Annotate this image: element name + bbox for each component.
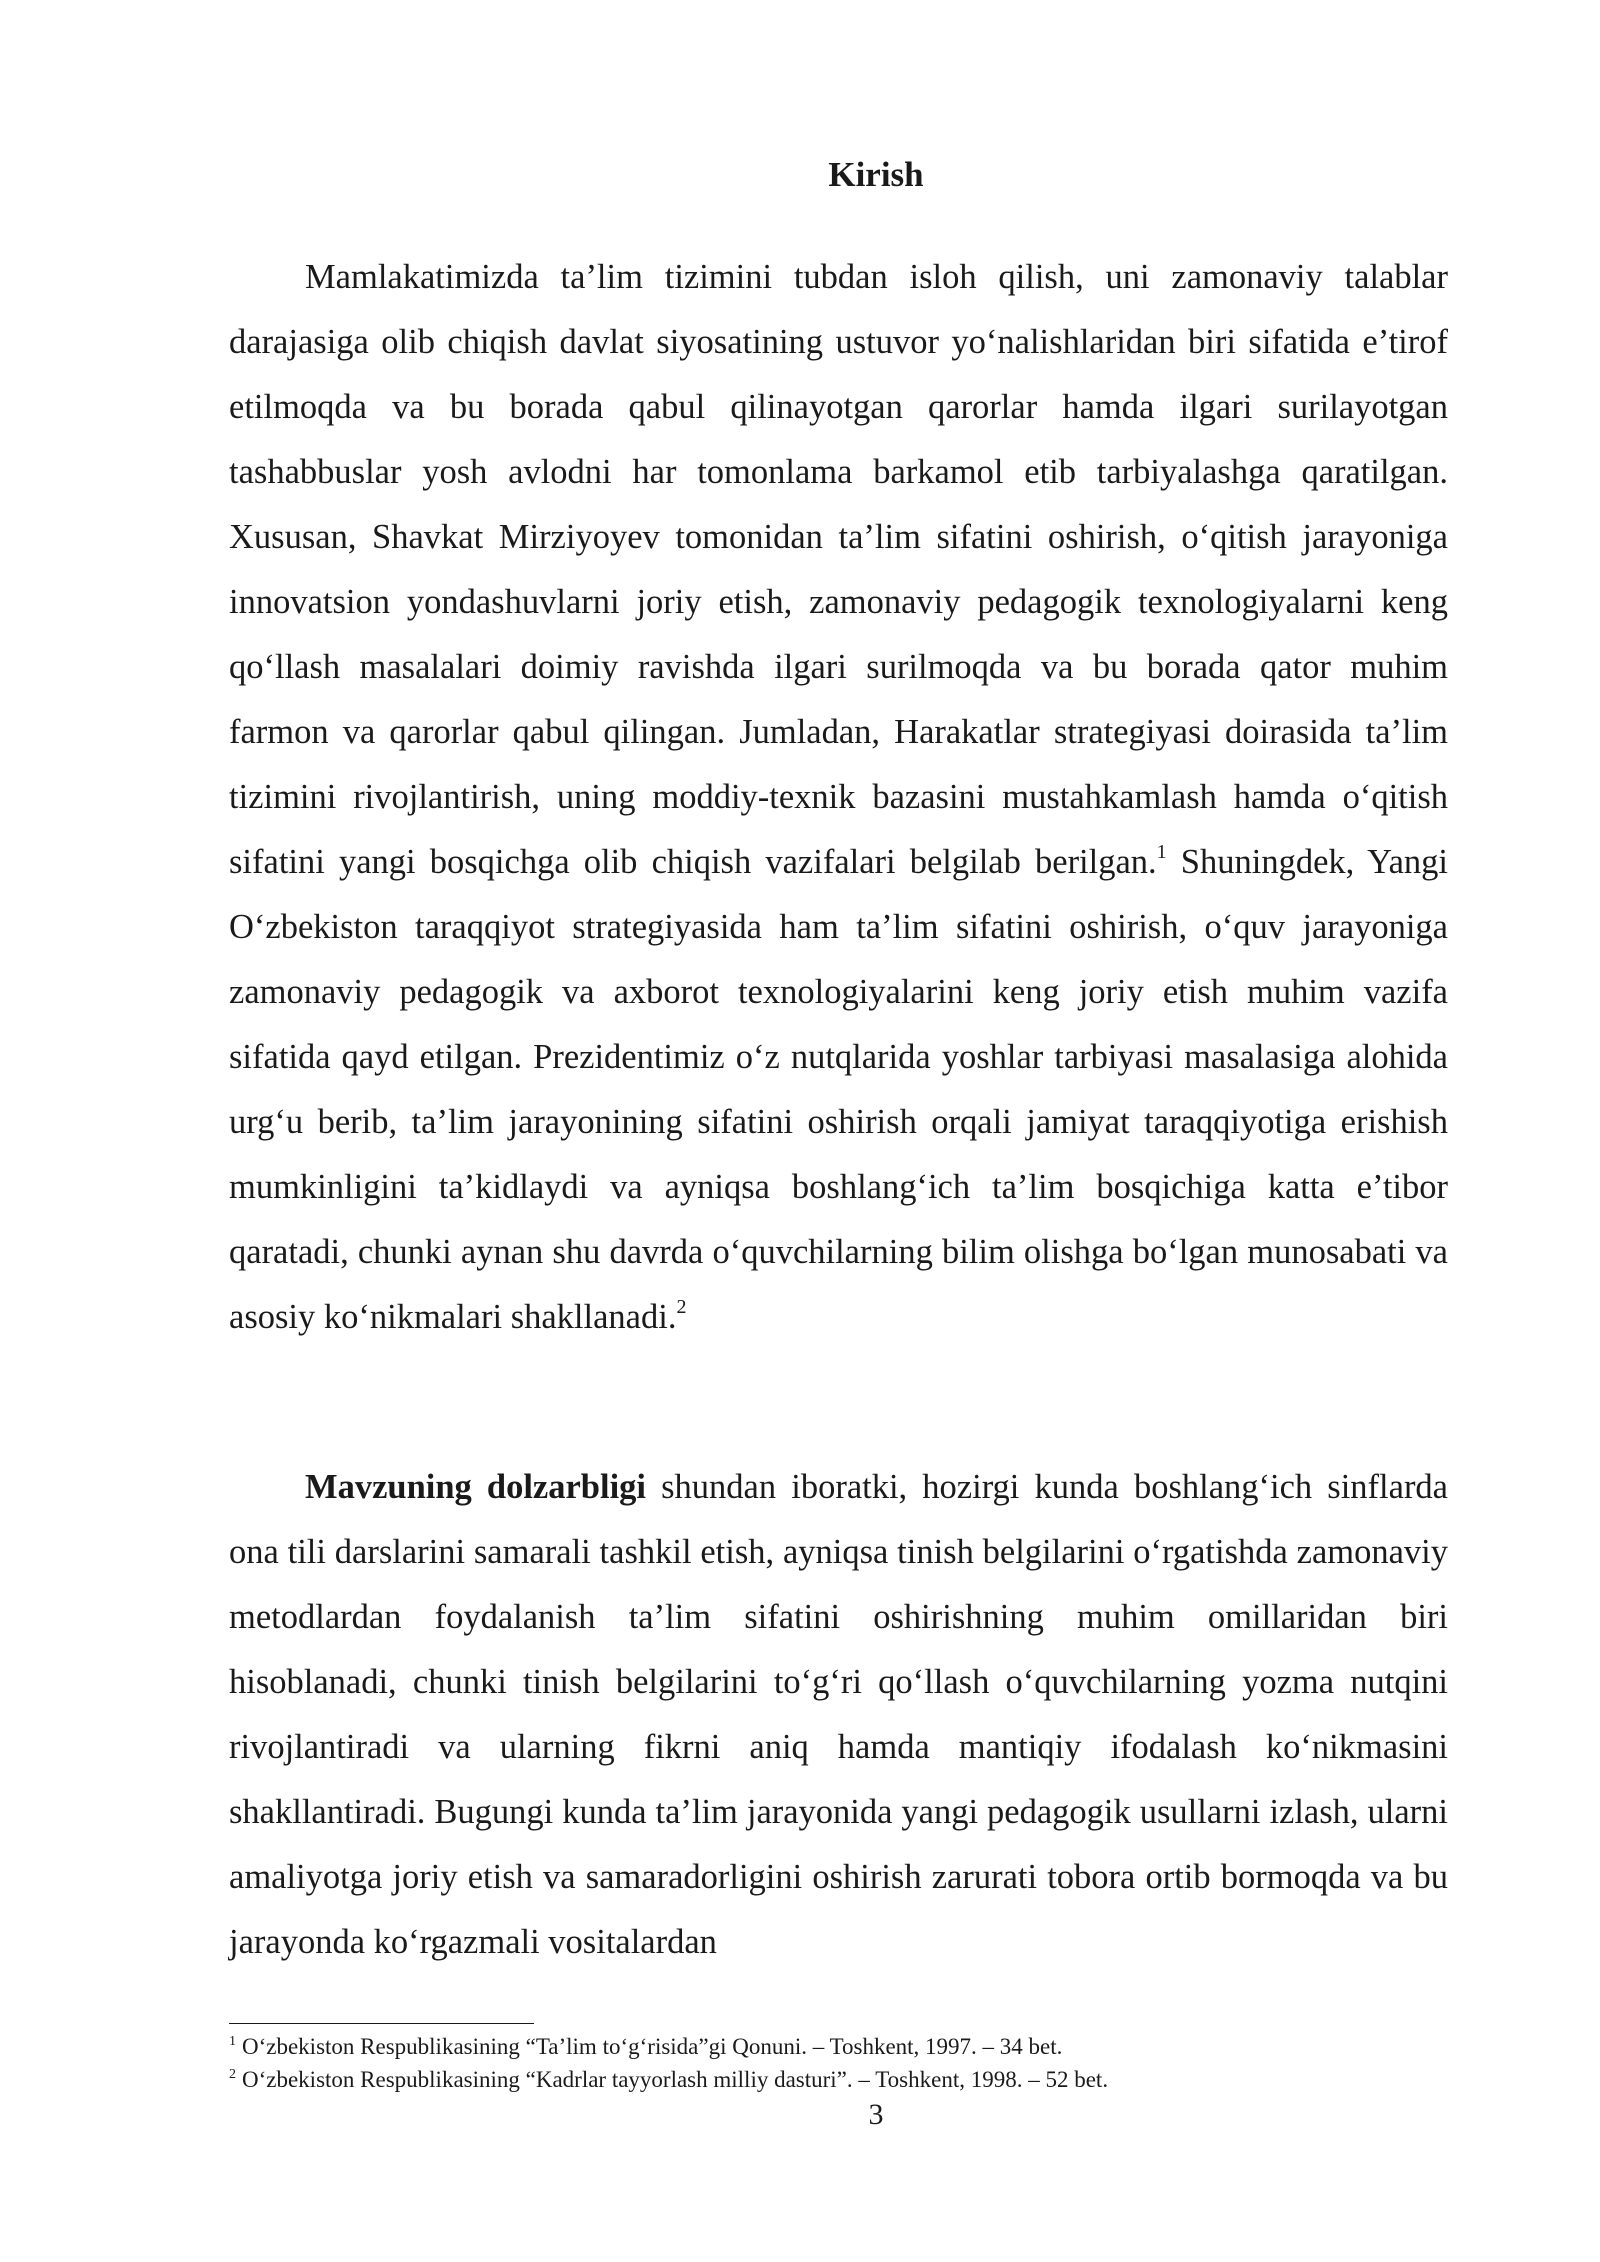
relevance-paragraph <box>229 1455 1448 1975</box>
paragraph-text: shundan iboratki, hozirgi kunda boshlang‘ich sinflarda ona tili darslarini samarali tashkil etish, ayniqsa tinish belgilarini o‘rgatishda zamonaviy metodlardan foydalanish ta’lim sifatini oshirishning muhim omillaridan biri hisoblanadi, chunki tinish belgilarini to‘g‘ri qo‘llash o‘quvchilarning yozma nutqini rivojlantiradi va ularning fikrni aniq hamda mantiqiy ifodalash ko‘nikmasini shakllantiradi. Bugungi kunda ta’lim jarayonida yangi pedagogik usullarni izlash, ularni amaliyotga joriy etish va samaradorligini oshirish zarurati tobora ortib bormoqda va bu jarayonda ko‘rgazmali vositalardan <box>229 1468 1448 1961</box>
paragraph-text: Mamlakatimizda ta’lim tizimini tubdan isloh qilish, uni zamonaviy talablar darajasiga olib chiqish davlat siyosatining ustuvor yo‘nalishlaridan biri sifatida e’tirof etilmoqda va bu borada qabul qilinayotgan qarorlar hamda ilgari surilayotgan tashabbuslar yosh avlodni har tomonlama barkamol etib tarbiyalashga qaratilgan. Xususan, Shavkat Mirziyoyev tomonidan ta’lim sifatini oshirish, o‘qitish jarayoniga innovatsion yondashuvlarni joriy etish, zamonaviy pedagogik texnologiyalarni keng qo‘llash masalalari doimiy ravishda ilgari surilmoqda va bu borada qator muhim farmon va qarorlar qabul qilingan. Jumladan, Harakatlar strategiyasi doirasida ta’lim tizimini rivojlantirish, uning moddiy-texnik bazasini mustahkamlash hamda o‘qitish sifatini yangi bosqichga olib chiqish vazifalari belgilab berilgan. <box>229 258 1448 881</box>
page-number: 3 <box>868 2098 884 2131</box>
footnote-item <box>229 2063 1448 2096</box>
intro-paragraph <box>229 245 1448 1350</box>
footnotes <box>229 2030 1448 2096</box>
footnote-item <box>229 2030 1448 2063</box>
footnote-number: 2 <box>229 2067 236 2082</box>
section-title: Kirish <box>828 155 924 194</box>
footnote-number: 1 <box>229 2034 236 2049</box>
footnote-reference[interactable]: 2 <box>676 1296 687 1318</box>
footnote-reference[interactable]: 1 <box>1156 841 1167 863</box>
footnote-text: O‘zbekiston Respublikasining “Ta’lim to‘g‘risida”gi Qonuni. – Toshkent, 1997. – 34 bet. <box>242 2034 1063 2059</box>
footnote-separator <box>229 2023 534 2024</box>
footnote-text: O‘zbekiston Respublikasining “Kadrlar tayyorlash milliy dasturi”. – Toshkent, 1998. – 52 bet. <box>242 2067 1109 2092</box>
paragraph-text: Shuningdek, Yangi O‘zbekiston taraqqiyot strategiyasida ham ta’lim sifatini oshirish, o‘quv jarayoniga zamonaviy pedagogik va axborot texnologiyalarini keng joriy etish muhim vazifa sifatida qayd etilgan. Prezidentimiz o‘z nutqlarida yoshlar tarbiyasi masalasiga alohida urg‘u berib, ta’lim jarayonining sifatini oshirish orqali jamiyat taraqqiyotiga erishish mumkinligini ta’kidlaydi va ayniqsa boshlang‘ich ta’lim bosqichiga katta e’tibor qaratadi, chunki aynan shu davrda o‘quvchilarning bilim olishga bo‘lgan munosabati va asosiy ko‘nikmalari shakllanadi. <box>229 843 1448 1336</box>
relevance-heading: Mavzuning dolzarbligi <box>305 1468 646 1506</box>
